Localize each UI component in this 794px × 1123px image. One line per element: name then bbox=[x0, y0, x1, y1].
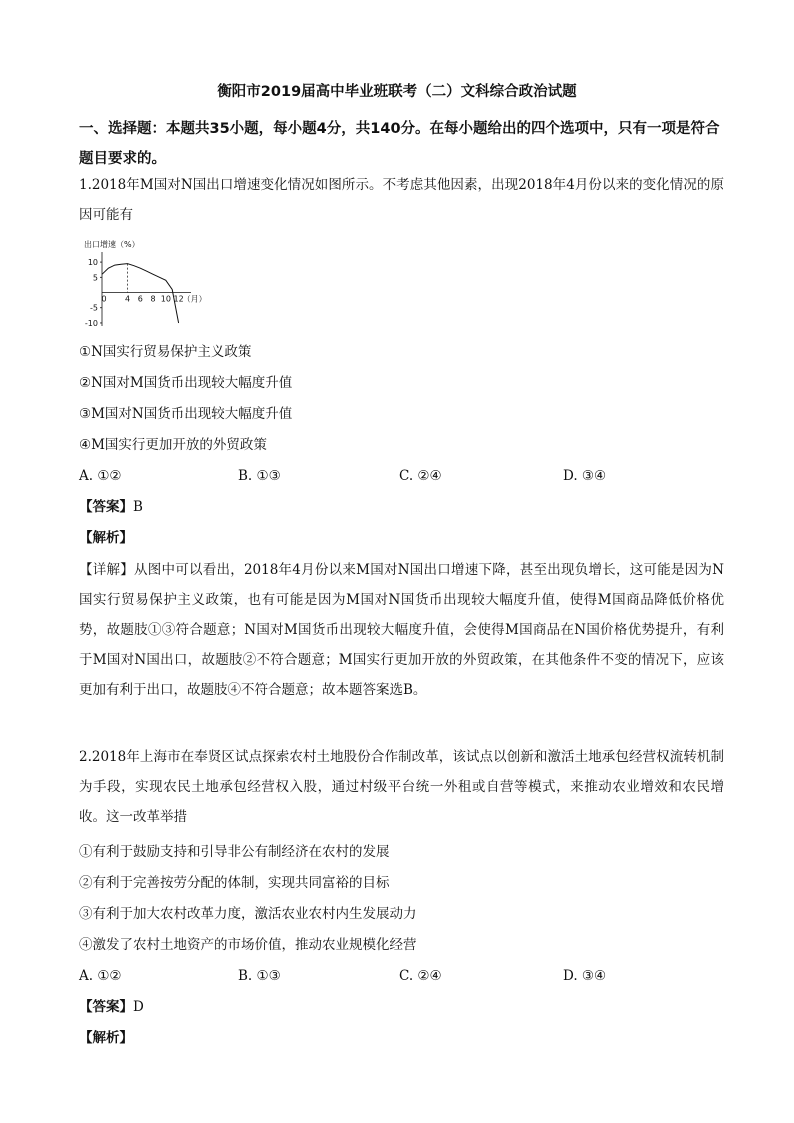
q1-option-3: ③M国对N国货币出现较大幅度升值 bbox=[79, 406, 293, 422]
q2-choice-a[interactable]: A. ①② bbox=[79, 968, 122, 984]
q2-option-2: ②有利于完善按劳分配的体制，实现共同富裕的目标 bbox=[79, 875, 390, 891]
x-axis-label: （月） bbox=[182, 294, 207, 304]
x-tick-label: 10 bbox=[160, 294, 171, 304]
q1-detail: 【详解】从图中可以看出，2018年4月份以来M国对N国出口增速下降，甚至出现负增长，这可能是因为N国实行贸易保护主义政策，也有可能是因为M国对N国货币出现较大幅度升值，使得M国商品降低价格优势，故题肢①③符合题意；N国对M国货币出现较大幅度升值，会使得M国商品在N国价格优势提升，有利于M国对N国出口，故题肢②不符合题意；M国实行更加开放的外贸政策，在其他条件不变的情况下，应该更加有利于出口，故题肢④不符合题意；故本题答案选B。 bbox=[79, 562, 724, 698]
chart-ylabel: 出口增速（%） bbox=[84, 240, 140, 249]
q1-answer-label: 【答案】 bbox=[79, 499, 133, 515]
x-tick-label: 12 bbox=[173, 294, 184, 304]
q2-option-3: ③有利于加大农村改革力度，激活农业农村内生发展动力 bbox=[79, 906, 417, 922]
q2-choice-b[interactable]: B. ①③ bbox=[238, 968, 281, 984]
y-tick-label: -10 bbox=[84, 318, 98, 328]
section-heading: 一、选择题：本题共35小题，每小题4分，共140分。在每小题给出的四个选项中，只有一项是符合题目要求的。 bbox=[79, 121, 720, 167]
page-title: 衡阳市2019届高中毕业班联考（二）文科综合政治试题 bbox=[217, 84, 577, 100]
q2-answer-value: D bbox=[133, 999, 144, 1015]
x-tick-label: 0 bbox=[101, 294, 107, 304]
chart-plot bbox=[85, 252, 207, 328]
q2-answer-label: 【答案】 bbox=[79, 999, 133, 1015]
x-tick-label: 8 bbox=[150, 294, 156, 304]
question-1-stem: 1.2018年M国对N国出口增速变化情况如图所示。不考虑其他因素，出现2018年4月份以来的变化情况的原因可能有 bbox=[79, 177, 724, 223]
q1-choice-a[interactable]: A. ①② bbox=[79, 468, 122, 484]
q1-option-2: ②N国对M国货币出现较大幅度升值 bbox=[79, 375, 293, 391]
q1-analysis-label: 【解析】 bbox=[79, 530, 133, 546]
q1-choice-d[interactable]: D. ③④ bbox=[563, 468, 607, 484]
series-line bbox=[102, 264, 179, 323]
x-tick-label: 6 bbox=[137, 294, 143, 304]
q1-choice-b[interactable]: B. ①③ bbox=[238, 468, 281, 484]
q2-option-4: ④激发了农村土地资产的市场价值，推动农业规模化经营 bbox=[79, 937, 417, 953]
x-tick-label: 4 bbox=[124, 294, 131, 304]
q1-answer bbox=[79, 497, 143, 517]
q2-analysis-label: 【解析】 bbox=[79, 1030, 133, 1046]
q1-option-4: ④M国实行更加开放的外贸政策 bbox=[79, 437, 267, 453]
y-tick-label: -5 bbox=[90, 303, 98, 313]
y-tick-label: 5 bbox=[92, 273, 98, 283]
q1-answer-value: B bbox=[133, 499, 143, 515]
q1-choice-c[interactable]: C. ②④ bbox=[399, 468, 442, 484]
y-tick-label: 10 bbox=[87, 258, 98, 268]
q2-option-1: ①有利于鼓励支持和引导非公有制经济在农村的发展 bbox=[79, 844, 390, 860]
q2-choice-c[interactable]: C. ②④ bbox=[399, 968, 442, 984]
q2-answer bbox=[79, 997, 144, 1017]
q1-option-1: ①N国实行贸易保护主义政策 bbox=[79, 344, 252, 360]
export-growth-chart bbox=[82, 238, 212, 330]
q2-choice-d[interactable]: D. ③④ bbox=[563, 968, 607, 984]
question-2-stem: 2.2018年上海市在奉贤区试点探索农村土地股份合作制改革，该试点以创新和激活土地承包经营权流转机制为手段，实现农民土地承包经营权入股，通过村级平台统一外租或自营等模式，来推动农业增效和农民增收。这一改革举措 bbox=[79, 749, 724, 825]
